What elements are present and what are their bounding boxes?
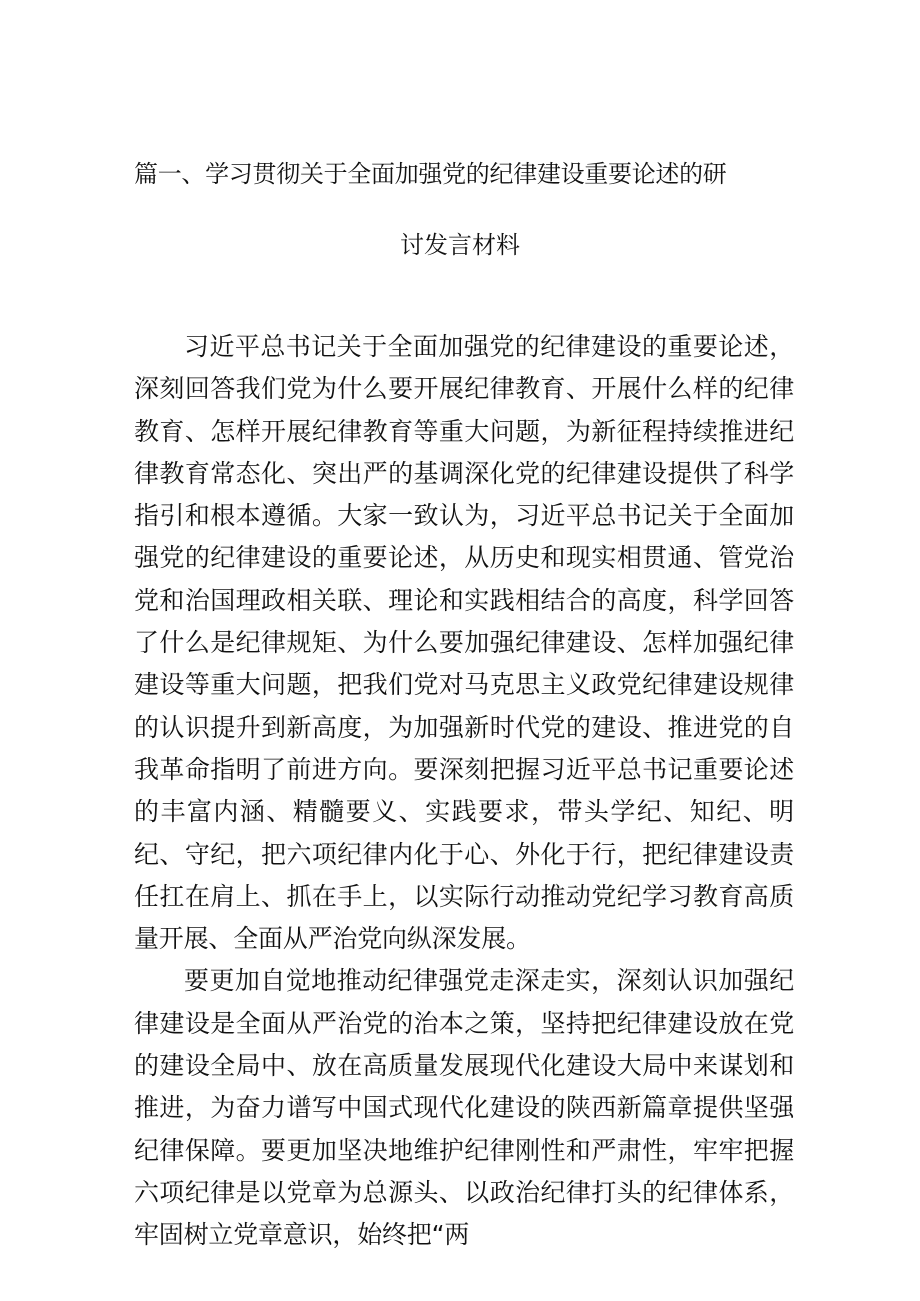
document-body bbox=[134, 326, 794, 1257]
body-paragraph-1: 习近平总书记关于全面加强党的纪律建设的重要论述，深刻回答我们党为什么要开展纪律教育、开展什么样的纪律教育、怎样开展纪律教育等重大问题，为新征程持续推进纪律教育常态化、突出严的基调深化党的纪律建设提供了科学指引和根本遵循。大家一致认为，习近平总书记关于全面加强党的纪律建设的重要论述，从历史和现实相贯通、管党治党和治国理政相关联、理论和实践相结合的高度，科学回答了什么是纪律规矩、为什么要加强纪律建设、怎样加强纪律建设等重大问题，把我们党对马克思主义政党纪律建设规律的认识提升到新高度，为加强新时代党的建设、推进党的自我革命指明了前进方向。要深刻把握习近平总书记重要论述的丰富内涵、精髓要义、实践要求，带头学纪、知纪、明纪、守纪，把六项纪律内化于心、外化于行，把纪律建设责任扛在肩上、抓在手上，以实际行动推动党纪学习教育高质量开展、全面从严治党向纵深发展。 bbox=[134, 332, 794, 954]
body-paragraph-2: 要更加自觉地推动纪律强党走深走实，深刻认识加强纪律建设是全面从严治党的治本之策，坚持把纪律建设放在党的建设全局中、放在高质量发展现代化建设大局中来谋划和推进，为奋力谱写中国式现代化建设的陕西新篇章提供坚强纪律保障。要更加坚决地维护纪律刚性和严肃性，牢牢把握六项纪律是以党章为总源头、以政治纪律打头的纪律体系，牢固树立党章意识，始终把“两 bbox=[134, 966, 794, 1250]
document-title-line-1: 篇一、学习贯彻关于全面加强党的纪律建设重要论述的研 bbox=[134, 160, 727, 188]
document-title-line-2: 讨发言材料 bbox=[400, 231, 520, 259]
